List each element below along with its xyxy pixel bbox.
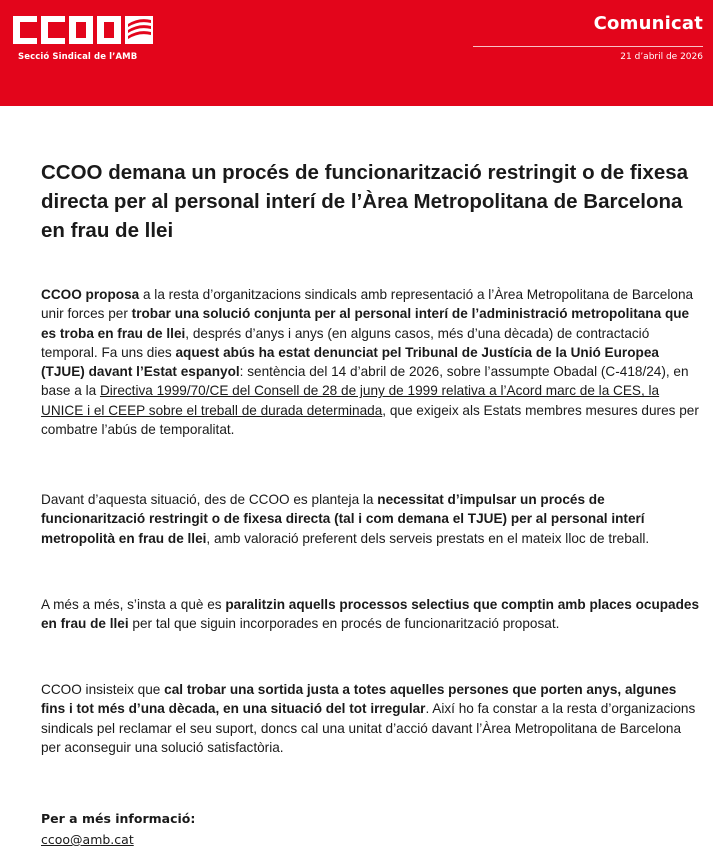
contact-email-link[interactable]: ccoo@amb.cat [41, 832, 134, 847]
text-run: a la resta d’organitzacions sindicals amb representació a l’Àrea Metropolitana de Barcelona unir forces per [41, 287, 694, 322]
document-type: Comunicat [593, 13, 703, 34]
text-bold: cal trobar una sortida justa a totes aquelles persones que porten anys, algunes fins i tot més d’una dècada, en una situació del tot irregular [41, 682, 677, 717]
text-run: : sentència del 14 d’abril de 2026, sobre l’assumpte Obadal (C-418/24), en base a la [41, 364, 689, 399]
text-run: , amb valoració preferent dels serveis prestats en el mateix lloc de treball. [206, 530, 650, 546]
text-run: . Així ho fa constar a la resta d’organizacions sindicals pel reclamar el seu suport, doncs cal una unitat d’acció davant l’Àrea Metropolitana de Barcelona per aconseguir una solució satisfactòria. [41, 701, 696, 755]
text-bold: trobar una solució conjunta per al personal interí de l’administració metropolitana que es troba en frau de llei [41, 306, 690, 341]
text-run: , que exigeix als Estats membres mesures dures per combatre l’abús de temporalitat. [41, 402, 699, 438]
text-bold: necessitat d’impulsar un procés de funcionarització restringit o de fixesa directa (tal i com demana el TJUE) per al personal interí metropolità en frau de llei [41, 492, 645, 546]
header-banner [0, 0, 713, 106]
ccoo-logo [13, 12, 163, 48]
text-run: Davant d’aquesta situació, des de CCOO es planteja la [41, 492, 378, 507]
paragraph-4 [41, 680, 701, 757]
text-run: per tal que siguin incorporades en procés de funcionarització proposat. [128, 616, 560, 632]
text-bold: aquest abús ha estat denunciat pel Tribunal de Justícia de la Unió Europea (TJUE) davant l’Estat espanyol [41, 344, 659, 380]
text-bold: paralitzin aquells processos selectius que comptin amb places ocupades en frau de llei [41, 597, 700, 632]
text-bold: CCOO proposa [41, 287, 140, 302]
text-run: A més a més, s’insta a què es [41, 597, 226, 612]
page-title: CCOO demana un procés de funcionarització restringit o de fixesa directa per al personal interí de l’Àrea Metropolitana de Barcelona en frau de llei [41, 161, 689, 242]
paragraph-2 [41, 490, 701, 548]
text-run: CCOO insisteix que [41, 682, 165, 697]
header-divider [473, 46, 703, 47]
more-info-label: Per a més informació: [41, 811, 196, 826]
text-run: , després d’anys i anys (en alguns casos, més d’una dècada) de contractació temporal. Fa uns dies [41, 325, 650, 360]
section-name: Secció Sindical de l’AMB [18, 52, 138, 62]
paragraph-3 [41, 595, 701, 634]
paragraph-1 [41, 285, 701, 439]
document-date: 21 d’abril de 2026 [620, 52, 703, 62]
directive-link[interactable]: Directiva 1999/70/CE del Consell de 28 de juny de 1999 relativa a l’Acord marc de la CES, la UNICE i el CEEP sobre el treball de durada determinada [41, 383, 660, 418]
